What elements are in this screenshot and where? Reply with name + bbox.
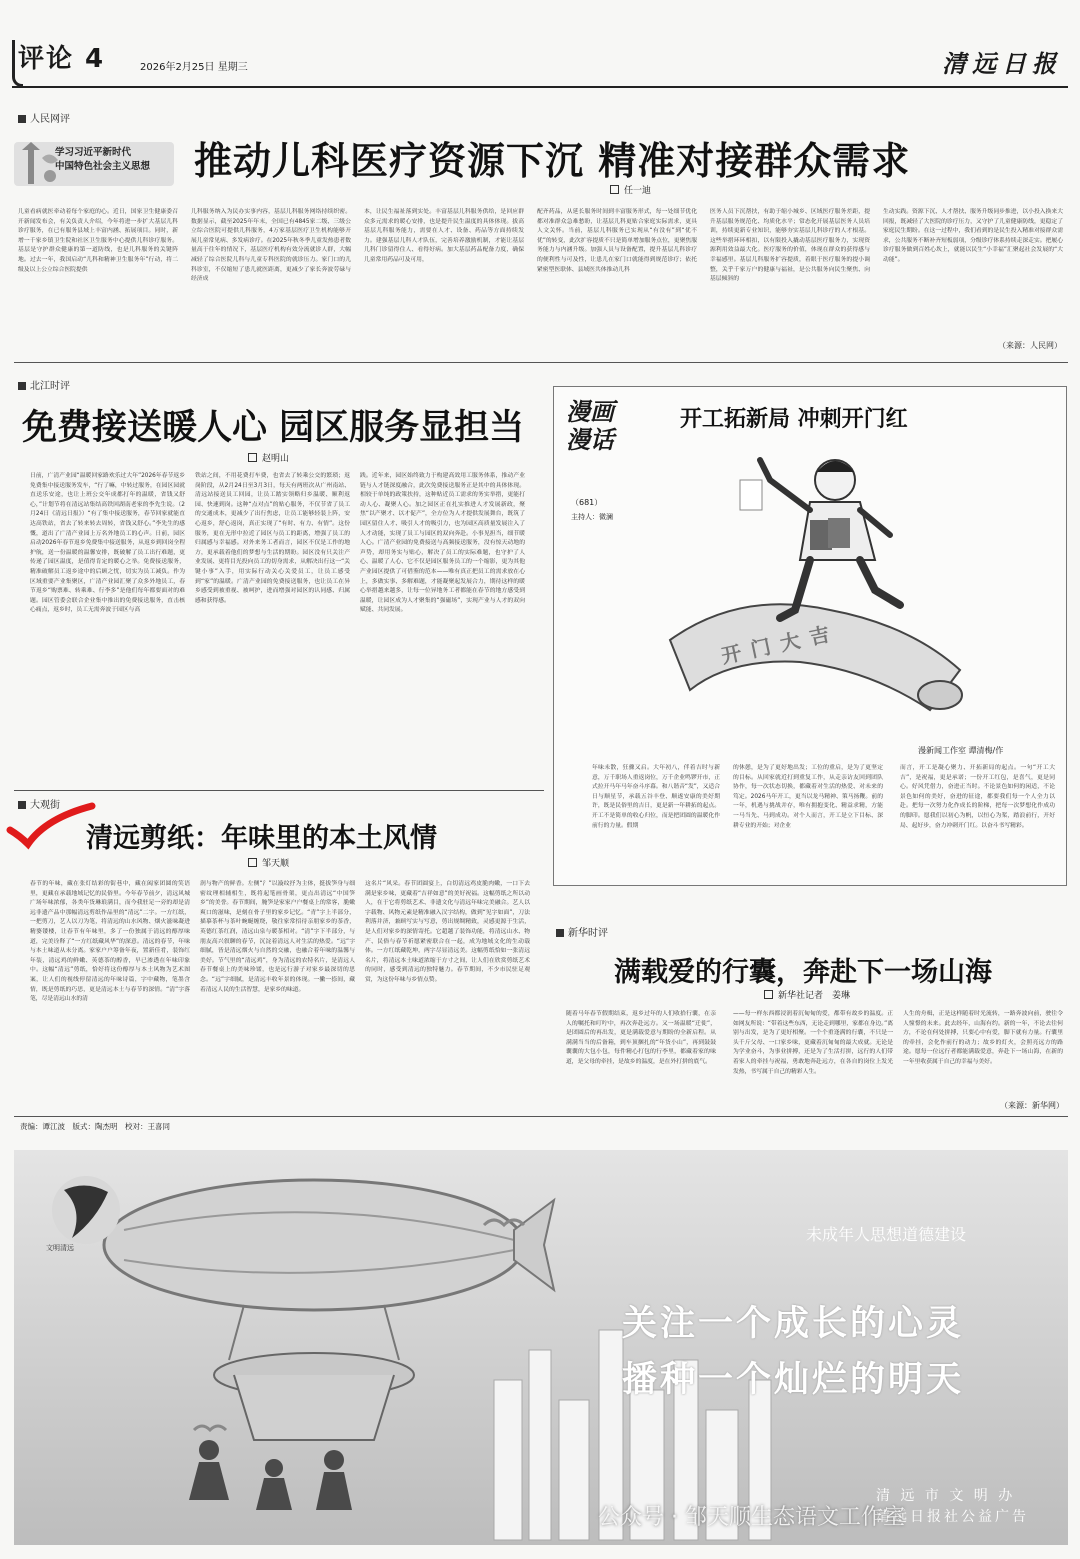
comic-col-3: 而言，开工是凝心聚力、开拓新局的起点。一句“开工大吉”，是祝福，更是承诺；一份开工红包，是喜气，更是同心。好风凭借力，奋进正当时。不论景色如何的闲适，不论景色如何的美好，奋进的征途，都要我们每一个人全力以赴。把每一次努力化作成长的阶梯，把每一次梦想化作成功的脚印。愿我们以初心为帆，以恒心为桨，踏浪前行，开好局、起好步，奋力冲刺开门红。以奋斗书写精彩。 xyxy=(900,765,1055,829)
ad-org-1: 清 远 市 文 明 办 xyxy=(876,1488,1016,1504)
article1-title: 推动儿科医疗资源下沉 精准对接群众需求 xyxy=(194,138,911,183)
comic-col-2: 的休憩，是为了更好地出发；工位的重启，是为了更坚定的目标。从回家就近打到重复工作，从走亲访友回到团队协作，每一次状态切换，都藏着对生活的热爱、对未来的笃定。2026马年开工，更当以龙马精神、策马扬鞭。前的一年，机遇与挑战并存，唯有拥抱变化、精益求精，方能一马当先、马到成功。对个人而言，开工是立下目标、深耕专业的开始；对企业 xyxy=(733,765,883,829)
article1-byline: 任一迪 xyxy=(610,183,651,196)
comic-credit: 漫新闻工作室 谭清梅/作 xyxy=(918,746,1004,755)
comic-title: 开工拓新局 冲刺开门红 xyxy=(680,406,908,432)
paper-name: 清远日报 xyxy=(942,49,1062,78)
article1-col-2: 儿科服务纳入为民办实事内容，基层儿科服务网络持续织密。数据显示，截至2025年年末，全国已有4845家二级、三级公立综合医院可提供儿科服务，4万家基层医疗卫生机构能够开展儿童常见病、多发病诊疗。在2025年秋冬季儿童发热患者数量高于往年的情况下，基层医疗机构有效分流就诊人群，大幅减轻了综合医院儿科与儿童专科医院的就诊压力。家门口的儿科诊室，不仅缩短了患儿就医距离，更减少了家长奔波劳碌与经济成 xyxy=(191,209,351,283)
ad-slogan-line-2: 播种一个灿烂的明天 xyxy=(622,1360,965,1400)
article2-tag: 北江时评 xyxy=(18,377,70,392)
article3-col-1: 春节的年味，藏在张灯结彩的街巷中，藏在阖家团圆的笑语里，更藏在承载地域记忆的民俗里。今年春节前夕，清远风城广场年味浓郁，各类年货琳琅满目，而今我驻足一旁的却是清远非遗产品中那幅清远剪纸作品里的“清远”二字。一方红纸，一把剪刀，艺人以刀为笔，将清远的山水风物、烟火滋味凝进精婆镂楼，让春节有年味里，多了一份独属于清远的醇厚味道，完美诠释了“一方红纸藏风华”的深意。清远的春节，年味与本土味道从未分离。家家户户筹备年夜，置新佳肴，装饰红年装，清远鸡的鲜嫩、英德茶的醇香，早已渗透在年味印象中。这幅“清远”剪纸，恰好将这份醇厚与本土风物为艺术图案，让人们的视线停留清远的年味诗篇，字中藏物，笔墨含情，既是剪纸的巧思，更是清远本土与春节的深情。“清”字落笔，尽是清远山水的清 xyxy=(30,881,190,1003)
article4-byline: 新华社记者 姜琳 xyxy=(764,988,850,1001)
article2-byline: 赵明山 xyxy=(248,451,289,464)
article1-col-1: 儿童看病就医牵动着每个家庭的心。近日，国家卫生健康委召开新闻发布会，有关负责人介绍，今年将进一步扩大基层儿科诊疗服务，在已有服务县域上丰富内涵、拓展项目。同时，新增一千家乡镇卫生院和社区卫生服务中心提供儿科诊疗服务。基层是守护群众健康的第一道防线，也是儿科服务的关键阵地。过去一年，我国启动“儿科和精神卫生服务年”行动，将二级及以上公立综合医院提供 xyxy=(18,209,178,273)
comic-issue-number: （681） xyxy=(571,498,603,507)
divider-2 xyxy=(14,790,544,791)
watermark-text: 公众号 · 邹天顺生态语文工作室 xyxy=(598,1505,905,1530)
article4-title: 满载爱的行囊，奔赴下一场山海 xyxy=(614,957,992,988)
article4-tag: 新华时评 xyxy=(556,924,608,939)
article4-col-2: ——每一样东西都浸润着沉甸甸的爱，都带有故乡的温度。正如网友所说：“带着这些东西，无论走到哪里，家都在身边。”离别与出发，是为了更好相聚。一个个重逢满的行囊，不只是一头千斤父母、一口家乡味，更藏着沉甸甸的最大成就。无论是为学业奋斗，为事业拼搏，还是为了生活打拼，远行的人们带着家人的牵挂与祝福，勇敢地奔赴远方，在各自的岗位上发光发热，书写属于自己的精彩人生。 xyxy=(733,1011,893,1075)
ad-slogan-line-1: 关注一个成长的心灵 xyxy=(622,1304,965,1344)
article1-col-6: 生动实践。资源下沉、人才帮扶、服务升级同步推进，以小投入换来大回报，既减轻了大医院的诊疗压力，又守护了儿童健康防线，更稳定了家庭民生期盼。在这一过程中，我们看到的是民生投入精准对接群众需求，公共服务不断补齐短板弱项，分级诊疗体系持续走深走实。把履心诊疗服务做到百姓心坎上，就能以民生“小幸福”汇聚起社会发展的“大动能”。 xyxy=(883,209,1063,263)
header-rule xyxy=(12,86,1068,88)
article4-source: （来源：新华网） xyxy=(1000,1101,1064,1110)
civilization-logo-icon xyxy=(52,1176,120,1244)
article2-col-3: 践。近年来，园区始终致力于构建高效用工服务体系，推动产业链与人才链深度融合，此次免费接送服务正是其中的具体体现。相较于单纯的政策扶持，这种贴近员工需求的务实举措，更能打动人心、凝聚人心。加之园区正在扎实推进人才发展新政，聚焦“以产聚才、以才促产”，全方位为人才提供发展舞台，既筑了园区留住人才、吸引人才的吸引力，也为园区高质量发展注入了人才动能，实现了员工与园区的双向奔赴。小事见担当，细节暖人心。广清产业园的免费接送与高频接送服务，没有惊天动地的声势，却用务实与贴心，解决了员工的实际难题，也守护了人心、温暖了人心、它不仅是园区服务员工的一个缩影，更为其他产业园区提供了可借鉴的范本——唯有真正把员工的需求放在心上，多做实事、多解难题，才能凝聚起发展合力，期待这样的暖心举措越来越多，让每一位异地务工者都能在春节的地方感受到温暖，让园区成为人才聚集的“强磁场”，实现产业与人才的双向赋能、共同发展。 xyxy=(360,473,525,614)
article3-title: 清远剪纸：年味里的本土风情 xyxy=(86,823,437,854)
divider-bottom xyxy=(14,1116,1068,1117)
issue-date: 2026年2月25日 星期三 xyxy=(140,62,248,73)
red-check-mark-icon xyxy=(6,800,96,850)
article2-col-2: 铁站之间，不用花费打车费，也省去了转乘公交的繁琐；返岗阶段，从2月24日至3月3日，每天有两班次从广州南站、清远站接送员工回园，让员工踏实领略归乡温暖、顺利返园、快速到岗。这种“点对点”的贴心服务，不仅节省了员工的交通成本，更减少了出行焦虑，让员工能够轻装上阵，安心返乡，舒心返岗，真正实现了“有时、有力、有情”。这份服务，更在无形中拉近了园区与员工的距离，增强了员工的归属感与幸福感。对外来务工者而言，园区不仅是工作的地方，更承载着他们的梦想与生活的期盼。园区没有只关注产业发展、更将目光投向员工的切身需求，从解决出行这一“关键小事”入手，用实际行动关心关爱员工，让员工感受到“家”的温暖。广清产业园的免费接送服务，也让员工在异乡感受到被重视、被呵护，进而增强对园区的认同感、归属感和获得感。 xyxy=(195,473,350,604)
ad-org-2: 清远日报社公益广告 xyxy=(876,1509,1029,1525)
article4-col-1: 随着马年春节假期结束，返乡过年的人们收拾行囊，在亲人的嘱托和叮咛中，再次奔赴远方。又一场温暖“迁徙”，是团圆后的再出发，更是满载爱意与期盼的全新启程。从满满当当的后备箱，到车顶捆扎的“年货小山”，再到鼓鼓囊囊的大包小包，每件精心打包的行李里，都藏着家的味道，是父母的牵挂，是故乡的温度，是在外打拼的底气。 xyxy=(566,1011,716,1065)
article3-col-2: 润与物产的鲜香。左侧“氵”以漩纹抒为主体，挺拔笋身与细密纹理相辅相生，既将起笔画骨架，更点出清远“中国笋乡”的美誉。春节期间，腌笋是家家户户餐桌上的常客，脆嫩爽口的滋味，是刻在骨子里的家乡记忆。“青”字上半部分，描摹茶杯与茶叶蜿蜒缠绕，敬往家常招待亲朋家乡的茶香，英德红茶红润，清远山泉与暖茶相对。“清”字下半部分，与朋友高兴叙聊的春节，沉淀着清远人对生活的热爱。“远”字细腻，皆是清远烟火与自然的交融，也融合着年味的温馨与美好。节气里的“清远鸡”，身为清远的农特名片，是清远人春节餐桌上的美味珍馐，也是远行游子对家乡最深切的思念。“远”字细腻，是清远丰收年景的体现。一撇一捺间，藏着清远人民的生活智慧，是家乡的味道。 xyxy=(200,881,355,993)
comic-host: 主持人：微澜 xyxy=(571,513,613,521)
article2-title: 免费接送暖人心 园区服务显担当 xyxy=(22,407,525,448)
article3-col-3: 这名片“风采。春节团圆宴上，白切清远鸡皮脆肉嫩，一口下去满是家乡味，更藏着“吉祥如意”的美好祝福。这幅剪纸之所以动人，在于它将剪纸艺术、非遗文化与清远年味完美融合。艺人以字载物、风物元素是精准融入汉字结构，做到“见字如面”，刀法利落并济，兼顾写实与写意，剪出规绸精致，灵感更源于生活，是人们对家乡的深情寄托。它超越了装饰功能，将清远山水、物产、民俗与春节祈愿紧密联合在一起，成为地域文化的生动载体。一方红纸藏乾坤，两字尽显清远美。这幅剪纸恰如一张清远名片，将清远本土味道浓缩于方寸之间，让人们在欣赏剪纸艺术的同时，感受到清远的独特魅力。春节期间，不少市民驻足观赏，为这份年味与乡情点赞。 xyxy=(365,881,530,983)
ad-logo-text: 文明清远 xyxy=(46,1244,74,1252)
editors-credit: 责编：谭江波 版式：陶杰明 校对：王喜同 xyxy=(20,1122,170,1131)
article2-col-1: 日前，广清产业园“温暖回家路欢乐过大年”2026年春节返乡免费集中接送服务发车，“行了嘛，中转过服务，在园区园就直送乐安途，也让上班公交年成都打年的温暖，省钱又舒心，”计划节将在清远站集结高铁回湖南老家的李先生说。（2月24日《清远日报》）“有了集中接送服务，春节回家就能直达高铁站，省去了转来转去周转，省钱又舒心。”李先生的感慨，道出了广清产业园上万名外地员工的心声。日前，园区启动2026年春节返乡免费集中接送服务，从返乡到回岗全程护航，送一份温暖的温馨安排，既破解了员工出行难题，更传递了园区温度，是值得肯定的暖心之举。免费接送服务，精准破解员工返乡途中的后顾之忧，切实为员工减负。作为区域重要产业集聚区，广清产业园汇聚了众多外地员工，春节返乡“购票难、转乘难、行李多”是他们每年都要面对的难题。园区管委会联合企业集中推出的免费接送服务，直击核心痛点，返乡时，员工无需奔波于园区与高 xyxy=(30,473,185,614)
article3-tag: 大观街 xyxy=(18,796,60,811)
article1-col-5: 医务人员下沉帮扶，有助于缩小城乡、区域医疗服务差距，提升基层服务规范化、均质化水平；常态化开展基层医务人员培训，持续更新专业知识，能够夯实基层儿科诊疗的人才根基。这些举措环环相扣，以有限投入撬动基层医疗服务力，实现资源利用效益最大化。医疗服务的价值，体现在群众的获得感与幸福感里。基层儿科服务扩容提质，着眼于医疗服务的提小调整，关乎千家万户的健康与福祉，是公共服务向民生聚焦、向基层倾斜的 xyxy=(710,209,870,283)
article4-col-3: 人生的舟楫，正是这样随着时光流转，一路奔波向前，驶往令人憧憬的未来。此去经年，山海有约。新的一年，不论去往何方，不论在何处拼搏，只要心中有爱，脚下就有力量。行囊里的牵挂，会化作前行的动力；故乡的灯火，会照亮远方的路途。愿每一位远行者都能满载爱意，奔赴下一场山海，在新的一年里收获属于自己的幸福与美好。 xyxy=(903,1011,1063,1065)
study-badge-text: 学习习近平新时代 中国特色社会主义思想 xyxy=(55,147,151,172)
article3-byline: 邹天顺 xyxy=(248,856,289,869)
article1-source: （来源：人民网） xyxy=(998,341,1062,350)
comic-illustration xyxy=(660,440,980,740)
comic-banner-text: 开门大吉 xyxy=(719,619,842,669)
article1-tag: 人民网评 xyxy=(18,110,70,125)
section-title: 评论 4 xyxy=(18,44,106,74)
divider-1 xyxy=(14,362,1068,363)
article1-col-4: 配齐药品，从延长服务时间到丰富服务形式，每一处细节优化都对准群众急难愁盼，让基层儿科更贴合家庭实际需求，更具人文关怀。当前，基层儿科服务已实现从“有没有”到“优不优”的转变，此次扩容提质不只是简单增加服务点位，更聚焦服务能力与内涵升级。加强人员与设备配置，提升基层儿科诊疗的便利性与可及性，让患儿在家门口就能得到规范诊疗；依托紧密型医联体、县域医共体推动儿科 xyxy=(537,209,697,273)
ad-top-caption: 未成年人思想道德建设 xyxy=(806,1225,967,1244)
comic-col-1: 年味未散，狂骤又启。大年初八，伴着吉时与新意，万千职场人重返岗位，万千企业鸣锣开市，正式拉开马年马年奋斗序幕。和八谐音“发”，又适合日与顺星节，承载五谷丰登、顺遂安康的美好期许，既是民俗里的吉日，更是新一年耕拓的起点。开工不是简单的收心归位，而是把团圆的温暖化作前行的力量。假期 xyxy=(592,765,720,829)
comic-column-title: 漫画漫话 xyxy=(566,397,614,454)
article1-col-3: 本，让民生福祉落到实处。丰富基层儿科服务供给，是回应群众多元需求的暖心安排，也是提升民生温度的具体体现。拔高基层儿科服务能力，需要在人才、设备、药品等方面持续发力。建强基层儿科人才队伍，完善培养激励机制，才能让基层儿科门诊留得住人、看得好病。加大基层药品配备力度，确保儿童常用药品可及可用， xyxy=(364,209,524,263)
